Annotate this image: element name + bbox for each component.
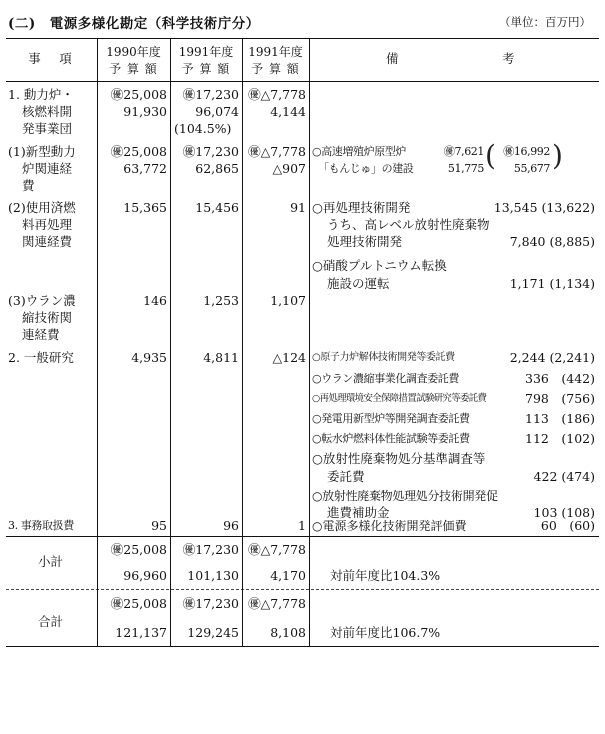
remark-label: ○再処理環境安全保障措置試験研究等委託費 bbox=[312, 393, 487, 404]
col-divider-4 bbox=[309, 38, 310, 646]
remark-value: 2,244 (2,241) bbox=[509, 350, 595, 365]
cell-1991: 129,245 bbox=[187, 625, 239, 640]
cell-1990: 96,960 bbox=[123, 568, 167, 583]
remark-label: ○原子力炉解体技術開発等委託費 bbox=[312, 352, 455, 363]
cell-1991d: 1,107 bbox=[270, 293, 306, 308]
remark-label: ○再処理技術開発 bbox=[312, 200, 411, 215]
page-title: (二) 電源多様化勘定（科学技術庁分） bbox=[8, 16, 260, 32]
subtotal-label: 小計 bbox=[38, 554, 64, 569]
cell-1990: 121,137 bbox=[115, 625, 167, 640]
remark-value: 1,171 (1,134) bbox=[509, 276, 595, 291]
close-brace: ) bbox=[552, 139, 563, 172]
remark-value: 103 (108) bbox=[533, 505, 595, 520]
remark-label: 処理技術開発 bbox=[327, 234, 403, 249]
col-header-remarks-b: 考 bbox=[502, 51, 515, 66]
cell-1991d: 4,144 bbox=[270, 104, 306, 119]
remark-label: ○高速増殖炉原型炉 bbox=[312, 145, 406, 158]
row-item-line: 2. 一般研究 bbox=[8, 350, 74, 365]
open-brace: ( bbox=[485, 139, 496, 172]
cell-1991: 96 bbox=[223, 518, 239, 533]
row-item-line: 3. 事務取扱費 bbox=[8, 519, 74, 532]
cell-1991-ratio: (104.5%) bbox=[174, 121, 232, 136]
cell-1991: ㊝17,230 bbox=[182, 144, 239, 159]
subtotal-divider bbox=[6, 589, 599, 590]
total-label: 合計 bbox=[38, 614, 64, 629]
row-item-line: (2)使用済燃 bbox=[8, 200, 76, 215]
cell-1991: 62,865 bbox=[195, 161, 239, 176]
cell-1991d: 1 bbox=[298, 518, 306, 533]
remark-label: ○転水炉燃料体性能試験等委託費 bbox=[312, 432, 470, 445]
remark-label: うち、高レベル放射性廃棄物 bbox=[327, 217, 490, 232]
cell-1991d: ㊝△7,778 bbox=[248, 596, 306, 611]
cell-1991d: ㊝△7,778 bbox=[248, 542, 306, 557]
remark-value: 798 (756) bbox=[525, 391, 595, 406]
table-top-border bbox=[6, 38, 599, 39]
col-header-1990-year: 1990年度 bbox=[106, 45, 161, 59]
remark-value: 336 (442) bbox=[525, 371, 595, 386]
cell-1991: ㊝17,230 bbox=[182, 596, 239, 611]
cell-1990: ㊝25,008 bbox=[110, 144, 167, 159]
remark-label: ○発電用新型炉等開発調査委託費 bbox=[312, 412, 470, 425]
col-header-item: 事 項 bbox=[28, 51, 75, 66]
cell-1991: 96,074 bbox=[195, 104, 239, 119]
row-item-line: 関連経費 bbox=[22, 234, 73, 249]
remark-prev: ㊝16,992 bbox=[503, 145, 550, 158]
remark-value: 112 (102) bbox=[525, 431, 595, 446]
total-remark: 対前年度比106.7% bbox=[330, 625, 441, 640]
cell-1990: ㊝25,008 bbox=[110, 596, 167, 611]
remark-label: 施設の運転 bbox=[327, 276, 390, 291]
row-item-line: (1)新型動力 bbox=[8, 144, 76, 159]
cell-1990: 146 bbox=[143, 293, 167, 308]
row-item-line: 費 bbox=[22, 178, 35, 193]
remark-value: 113 (186) bbox=[525, 411, 595, 426]
row-item-line: 料再処理 bbox=[22, 217, 73, 232]
remark-value: 422 (474) bbox=[533, 469, 595, 484]
remark-label: ○硝酸プルトニウム転換 bbox=[312, 258, 447, 273]
cell-1990: 4,935 bbox=[131, 350, 167, 365]
row-item-line: 1. 動力炉・ bbox=[8, 87, 74, 102]
cell-1991d: 91 bbox=[290, 200, 306, 215]
cell-1991: 4,811 bbox=[203, 350, 239, 365]
remark-label: 委託費 bbox=[327, 469, 365, 484]
cell-1990: 95 bbox=[151, 518, 167, 533]
remark-label: 進費補助金 bbox=[327, 505, 390, 520]
row-item-line: (3)ウラン濃 bbox=[8, 293, 76, 308]
col-header-1991-label: 予 算 額 bbox=[181, 62, 231, 76]
header-bottom-border bbox=[6, 81, 599, 82]
body-bottom-border bbox=[6, 536, 599, 537]
table-bottom-border bbox=[6, 646, 599, 647]
row-item-line: 発事業団 bbox=[22, 121, 73, 136]
remark-value: 60 (60) bbox=[540, 518, 595, 533]
cell-1991d: ㊝△7,778 bbox=[248, 87, 306, 102]
subtotal-remark: 対前年度比104.3% bbox=[330, 568, 441, 583]
remark-label: 「もんじゅ」の建設 bbox=[318, 162, 414, 175]
row-item-line: 核燃料開 bbox=[22, 104, 73, 119]
cell-1990: ㊝25,008 bbox=[110, 542, 167, 557]
col-header-remarks-a: 備 bbox=[386, 51, 399, 66]
cell-1990: 91,930 bbox=[123, 104, 167, 119]
row-item-line: 連経費 bbox=[22, 327, 60, 342]
cell-1991: ㊝17,230 bbox=[182, 542, 239, 557]
remark-label: ○ウラン濃縮事業化調査委託費 bbox=[312, 372, 459, 385]
cell-1991: ㊝17,230 bbox=[182, 87, 239, 102]
row-item-line: 縮技術関 bbox=[22, 310, 73, 325]
remark-value: 51,775 bbox=[447, 162, 484, 175]
cell-1991d: ㊝△7,778 bbox=[248, 144, 306, 159]
remark-prev: 55,677 bbox=[513, 162, 550, 175]
cell-1991d: 8,108 bbox=[270, 625, 306, 640]
remark-label: ○放射性廃棄物処理処分技術開発促 bbox=[312, 489, 498, 503]
col-header-1991-year: 1991年度 bbox=[178, 45, 234, 59]
remark-value: 13,545 (13,622) bbox=[493, 200, 595, 215]
cell-1991: 15,456 bbox=[195, 200, 239, 215]
remark-label: ○電源多様化技術開発評価費 bbox=[312, 519, 467, 533]
cell-1991d: △907 bbox=[272, 161, 306, 176]
cell-1991: 1,253 bbox=[203, 293, 239, 308]
col-header-1990-label: 予 算 額 bbox=[109, 62, 158, 76]
remark-label: ○放射性廃棄物処分基準調査等 bbox=[312, 451, 486, 466]
col-header-1991d-year: 1991年度 bbox=[248, 45, 303, 59]
col-header-1991d-label: 予 算 額 bbox=[251, 62, 300, 76]
cell-1991d: 4,170 bbox=[270, 568, 306, 583]
cell-1990: 63,772 bbox=[123, 161, 167, 176]
unit-label: （単位：百万円） bbox=[499, 15, 591, 29]
cell-1991d: △124 bbox=[272, 350, 306, 365]
row-item-line: 炉関連経 bbox=[22, 161, 73, 176]
cell-1990: ㊝25,008 bbox=[110, 87, 167, 102]
remark-value: ㊝7,621 bbox=[443, 145, 484, 158]
remark-value: 7,840 (8,885) bbox=[509, 234, 595, 249]
cell-1991: 101,130 bbox=[187, 568, 239, 583]
cell-1990: 15,365 bbox=[123, 200, 167, 215]
